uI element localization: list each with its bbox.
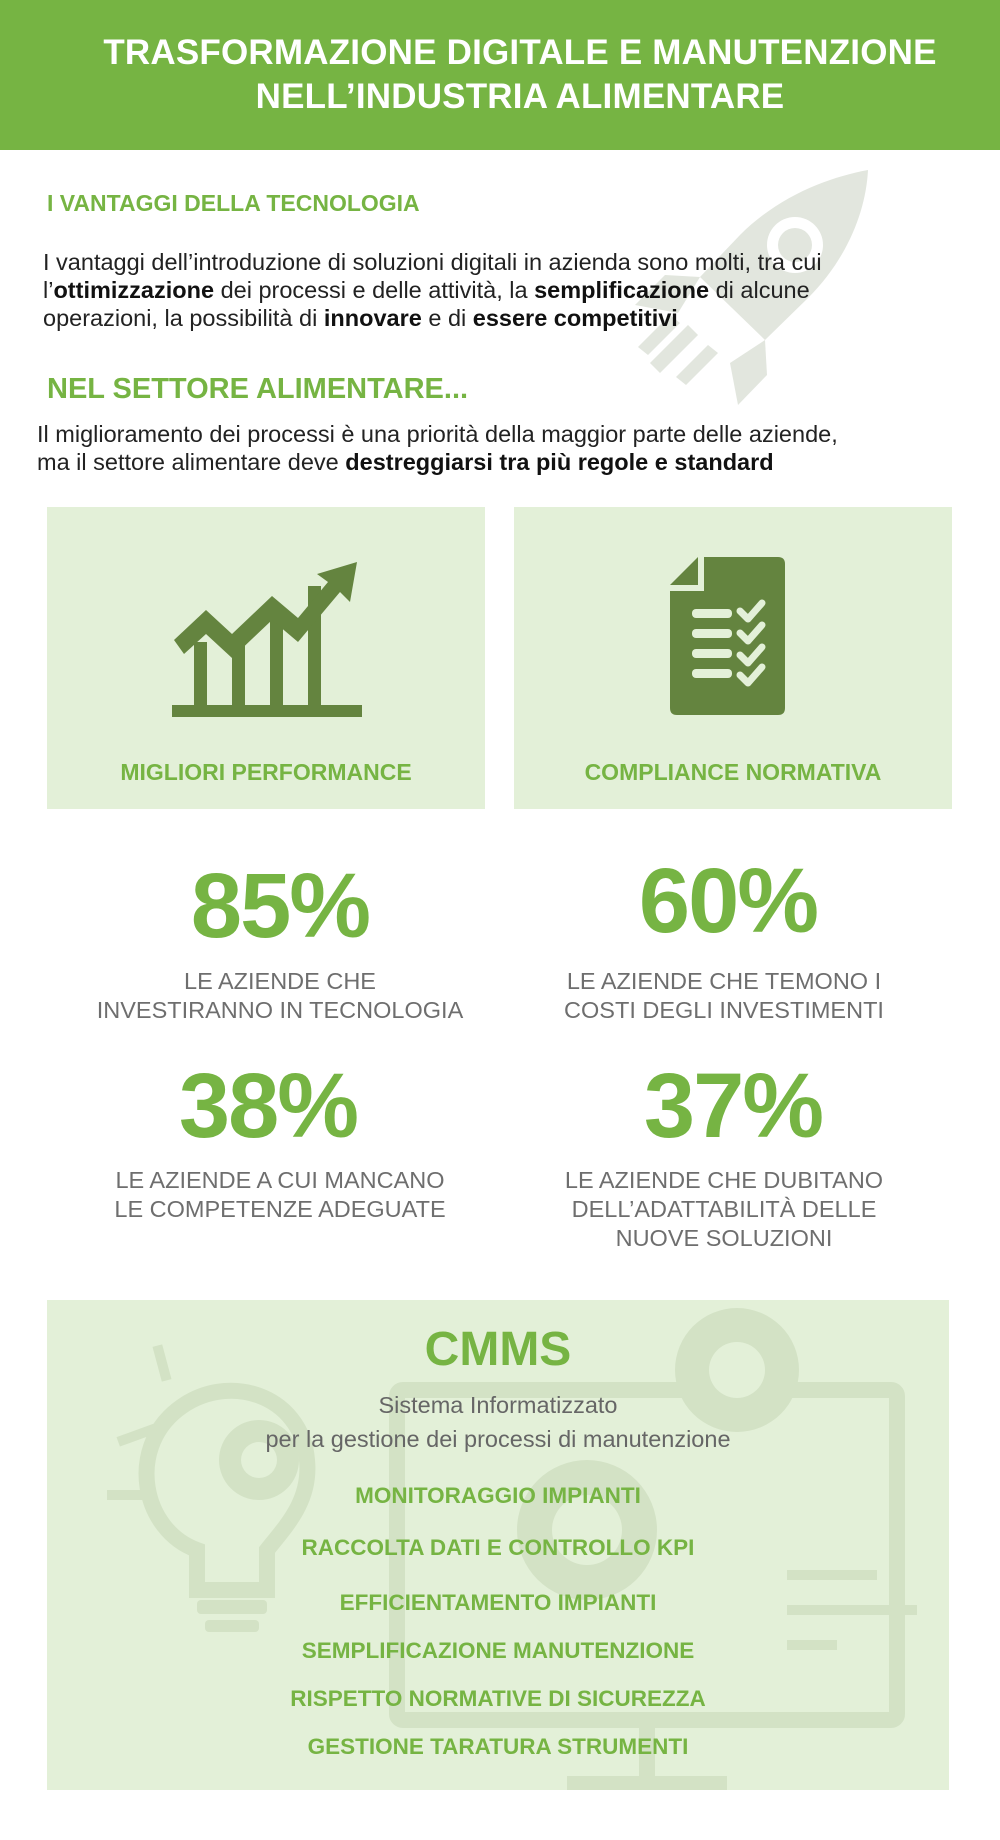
cmms-panel: [47, 1300, 949, 1790]
cmms-item-raccolta-dati: RACCOLTA DATI E CONTROLLO KPI: [301, 1535, 695, 1560]
cmms-item-monitoraggio: MONITORAGGIO IMPIANTI: [355, 1483, 641, 1508]
header-banner: [0, 0, 1000, 150]
cmms-title: CMMS: [424, 1323, 572, 1376]
stat-85-value: 85%: [190, 855, 370, 957]
card-migliori-performance: [47, 507, 485, 809]
vantaggi-line-3: operazioni, la possibilità di innovare e di essere competitivi: [43, 305, 678, 331]
stat-85-label: LE AZIENDE CHE INVESTIRANNO IN TECNOLOGIA: [96, 968, 464, 1023]
card-label-compliance-normativa: COMPLIANCE NORMATIVA: [584, 759, 882, 785]
settore-paragraph: [37, 420, 957, 476]
settore-line-1: Il miglioramento dei processi è una priorità della maggior parte delle aziende,: [37, 421, 838, 447]
card-label-migliori-performance: MIGLIORI PERFORMANCE: [120, 759, 412, 785]
checklist-document-icon: [670, 557, 785, 715]
stat-38-label: LE AZIENDE A CUI MANCANO LE COMPETENZE ADEGUATE: [114, 1167, 446, 1222]
cmms-item-semplificazione: SEMPLIFICAZIONE MANUTENZIONE: [301, 1638, 695, 1663]
stat-38-value: 38%: [178, 1055, 358, 1157]
cmms-item-rispetto-normative: RISPETTO NORMATIVE DI SICUREZZA: [290, 1686, 706, 1711]
stat-60-value: 60%: [638, 850, 818, 952]
cmms-item-efficientamento: EFFICIENTAMENTO IMPIANTI: [339, 1590, 657, 1615]
settore-line-2: ma il settore alimentare deve destreggiarsi tra più regole e standard: [37, 449, 774, 475]
cmms-item-gestione-taratura: GESTIONE TARATURA STRUMENTI: [307, 1734, 689, 1759]
page-title-line-1: TRASFORMAZIONE DIGITALE E MANUTENZIONE: [103, 33, 937, 72]
stat-60-label: LE AZIENDE CHE TEMONO I COSTI DEGLI INVESTIMENTI: [564, 968, 884, 1023]
stat-37-value: 37%: [643, 1055, 823, 1157]
page-title-line-2: NELL’INDUSTRIA ALIMENTARE: [255, 77, 785, 116]
settore-heading: NEL SETTORE ALIMENTARE...: [47, 373, 469, 405]
cmms-subtitle: Sistema Informatizzato per la gestione dei processi di manutenzione: [265, 1392, 731, 1452]
vantaggi-line-1: I vantaggi dell’introduzione di soluzioni digitali in azienda sono molti, tra cui: [43, 249, 822, 275]
stat-37-label: LE AZIENDE CHE DUBITANO DELL’ADATTABILITÀ DELLE NUOVE SOLUZIONI: [564, 1167, 884, 1251]
vantaggi-line-2: l’ottimizzazione dei processi e delle attività, la semplificazione di alcune: [43, 277, 810, 303]
card-compliance-normativa: [514, 507, 952, 809]
vantaggi-heading: I VANTAGGI DELLA TECNOLOGIA: [47, 190, 420, 216]
vantaggi-paragraph: [43, 248, 943, 332]
growth-chart-icon: [172, 562, 362, 717]
